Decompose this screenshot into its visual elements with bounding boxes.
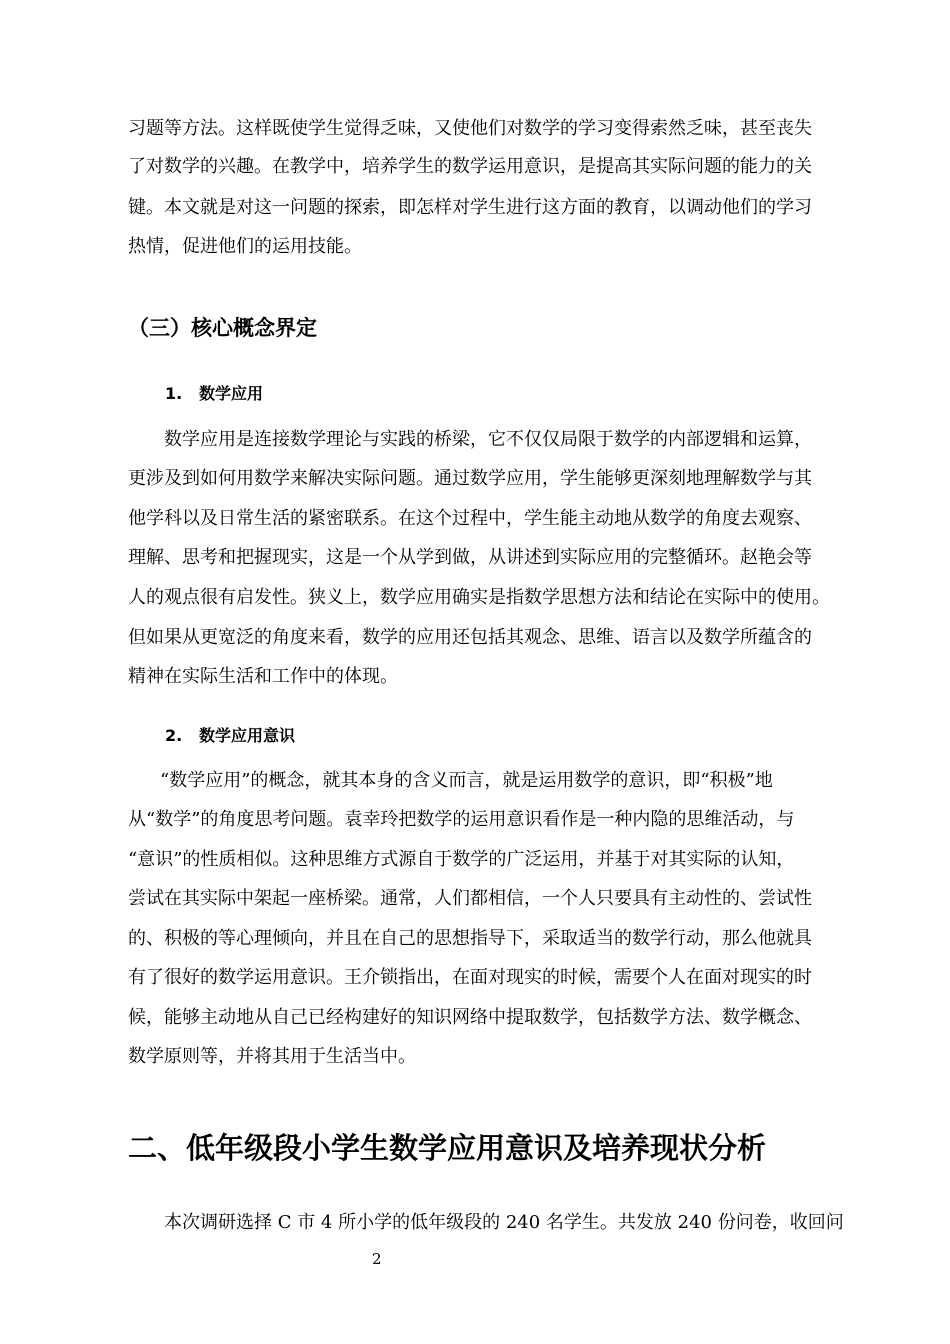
body-text-line: 人的观点很有启发性。狭义上，数学应用确实是指数学思想方法和结论在实际中的使用。 [128,587,830,608]
section-heading: （三）核心概念界定 [128,316,317,340]
body-text-line: 习题等方法。这样既使学生觉得乏味，又使他们对数学的学习变得索然乏味，甚至丧失 [128,118,812,139]
body-text-line: 数学原则等，并将其用于生活当中。 [128,1046,416,1067]
body-text-line: 更涉及到如何用数学来解决实际问题。通过数学应用，学生能够更深刻地理解数学与其 [128,468,812,489]
body-text-line: 理解、思考和把握现实，这是一个从学到做，从讲述到实际应用的完整循环。赵艳会等 [128,547,812,568]
body-text-line: 精神在实际生活和工作中的体现。 [128,666,398,687]
subsection-heading-1 [165,383,263,405]
body-text-line: 他学科以及日常生活的紧密联系。在这个过程中，学生能主动地从数学的角度去观察、 [128,508,812,529]
body-text-line: 了对数学的兴趣。在教学中，培养学生的数学运用意识，是提高其实际问题的能力的关 [128,156,812,177]
body-text-line: 有了很好的数学运用意识。王介锁指出，在面对现实的时候，需要个人在面对现实的时 [128,967,812,988]
body-text-line: 数学应用是连接数学理论与实践的桥梁，它不仅仅局限于数学的内部逻辑和运算， [164,429,812,450]
body-text-line: “意识”的性质相似。这种思维方式源自于数学的广泛运用，并基于对其实际的认知， [128,849,795,870]
page-number: 2 [372,1250,382,1268]
subsection-heading-2 [165,725,295,747]
chapter-heading: 二、低年级段小学生数学应用意识及培养现状分析 [128,1131,767,1165]
subsection-number: 2. [165,726,183,745]
body-text-line: 键。本文就是对这一问题的探索，即怎样对学生进行这方面的教育，以调动他们的学习 [128,197,812,218]
body-text-line: 从“数学”的角度思考问题。袁幸玲把数学的运用意识看作是一种内隐的思维活动，与 [128,809,795,830]
subsection-title: 数学应用意识 [199,726,296,745]
body-text-line: 本次调研选择 C 市 4 所小学的低年级段的 240 名学生。共发放 240 份问卷，收回问 [164,1212,844,1233]
body-text-line: 尝试在其实际中架起一座桥梁。通常，人们都相信，一个人只要具有主动性的、尝试性 [128,888,812,909]
body-text-line: “数学应用”的概念，就其本身的含义而言，就是运用数学的意识，即“积极”地 [160,770,773,791]
body-text-line: 热情，促进他们的运用技能。 [128,236,362,257]
body-text-line: 但如果从更宽泛的角度来看，数学的应用还包括其观念、思维、语言以及数学所蕴含的 [128,627,812,648]
subsection-title: 数学应用 [199,384,264,403]
body-text-line: 候，能够主动地从自己已经构建好的知识网络中提取数学，包括数学方法、数学概念、 [128,1007,812,1028]
subsection-number: 1. [165,384,183,403]
body-text-line: 的、积极的等心理倾向，并且在自己的思想指导下，采取适当的数学行动，那么他就具 [128,928,812,949]
